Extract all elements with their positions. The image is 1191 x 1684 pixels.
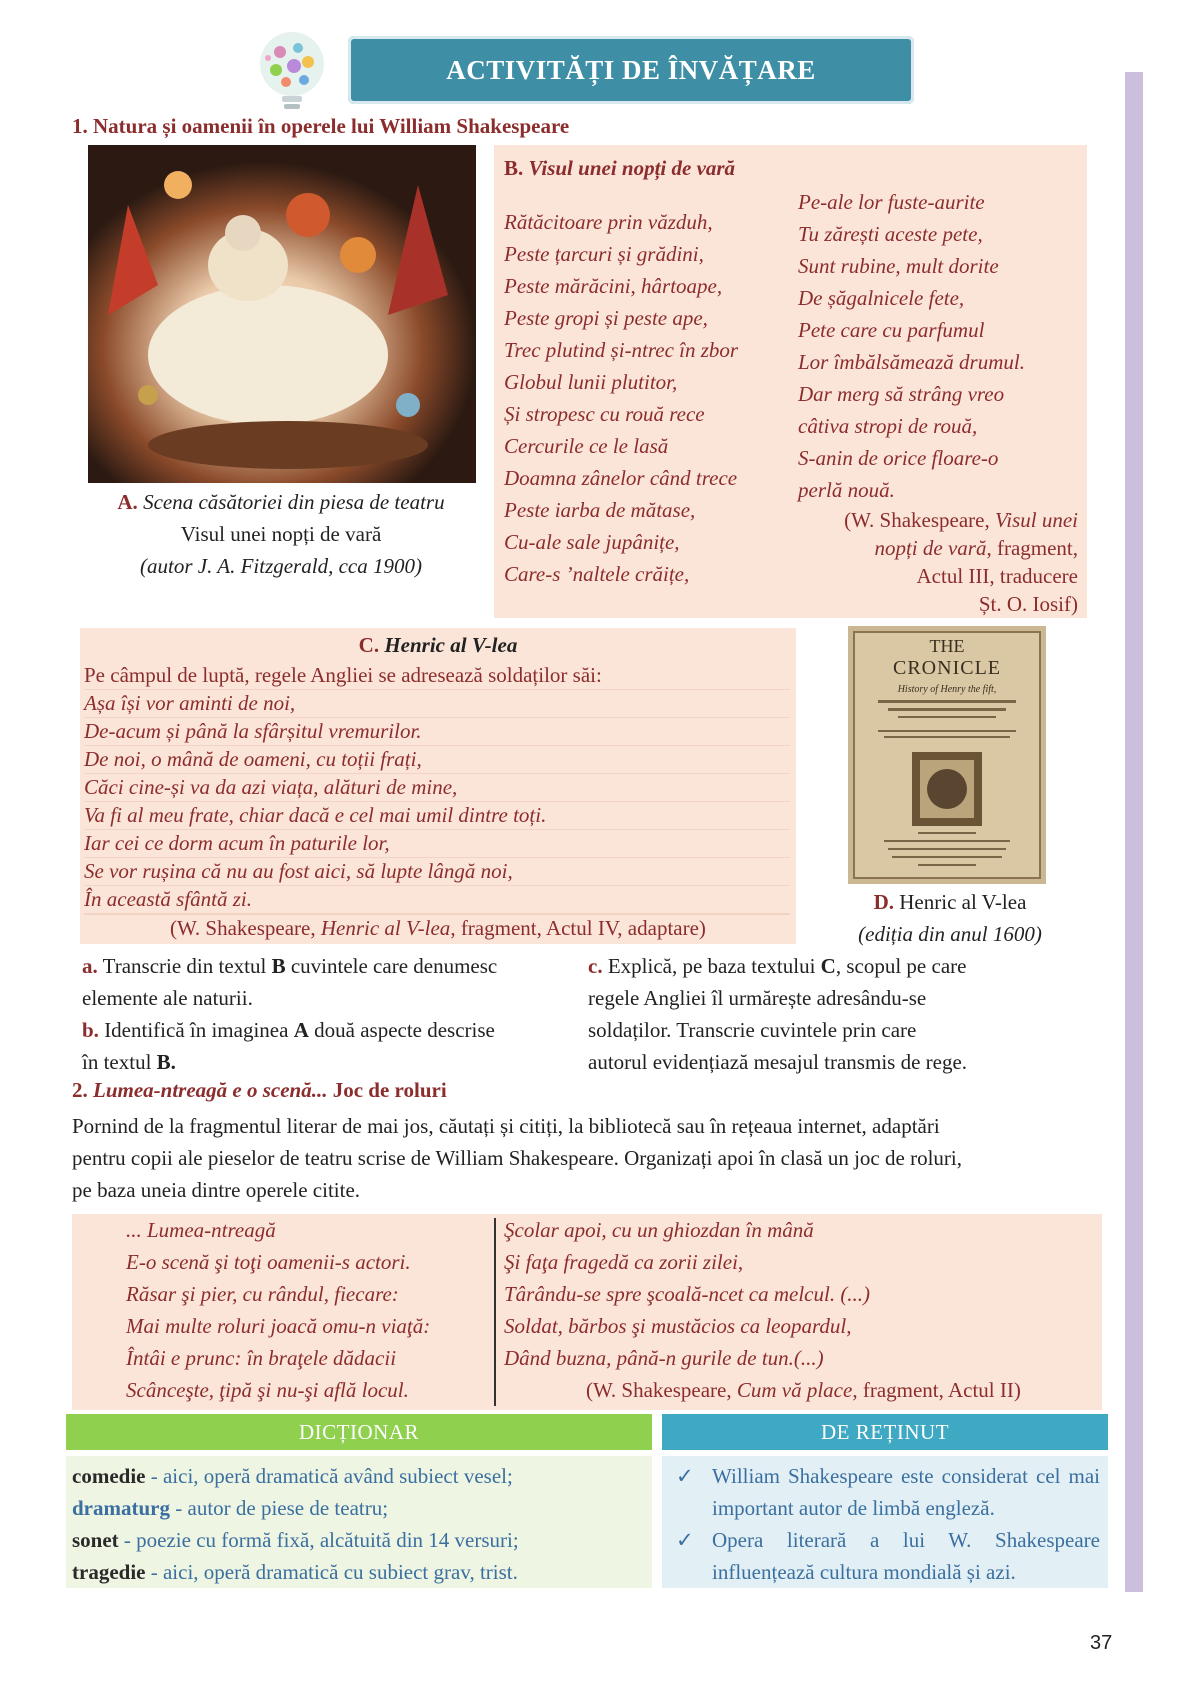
dictionary-term: tragedie bbox=[72, 1560, 146, 1584]
side-decoration-bar bbox=[1125, 72, 1143, 1592]
task-a-text2: cuvintele care denumesc bbox=[285, 954, 498, 978]
poem-line: S-anin de orice floare-o bbox=[798, 446, 999, 470]
text-b-source-title1: Visul unei bbox=[994, 508, 1078, 532]
text-c-lines bbox=[84, 690, 790, 915]
caption-d-letter: D. bbox=[873, 890, 895, 914]
text-b-title bbox=[504, 156, 735, 181]
remember-body bbox=[662, 1456, 1108, 1588]
book-cover-image bbox=[848, 626, 1046, 884]
speech-line: De noi, o mână de oameni, cu toții frați, bbox=[84, 746, 790, 774]
dictionary-entry bbox=[72, 1524, 652, 1556]
remember-item bbox=[676, 1460, 1100, 1524]
page-number: 37 bbox=[1090, 1632, 1113, 1654]
section-1-title: 1. Natura și oamenii în operele lui William Shakespeare bbox=[72, 114, 570, 138]
poem-line: Peste gropi și peste ape, bbox=[504, 306, 708, 330]
text-b-source-open: (W. Shakespeare, bbox=[844, 508, 995, 532]
dictionary-entry bbox=[72, 1460, 652, 1492]
speech-line: Se vor rușina că nu au fost aici, să lupte lângă noi, bbox=[84, 858, 790, 886]
poem-line: Dar merg să strâng vreo bbox=[798, 382, 1005, 406]
poem-line: Lor îmbălsămează drumul. bbox=[798, 350, 1025, 374]
speech-line: Va fi al meu frate, chiar dacă e cel mai umil dintre toți. bbox=[84, 802, 790, 830]
text-c-source-open: (W. Shakespeare, bbox=[170, 916, 321, 940]
poem-line: Cu-ale sale jupânițe, bbox=[504, 530, 680, 554]
text-b-source-title2: nopți de vară bbox=[874, 536, 987, 560]
book-title-line1: THE bbox=[929, 636, 965, 656]
poem-line: Cercurile ce le lasă bbox=[504, 434, 669, 458]
dictionary-term: dramaturg bbox=[72, 1496, 170, 1520]
text-c-title-text: Henric al V-lea bbox=[384, 633, 518, 657]
quote-line: Târându-se spre şcoală-ncet ca melcul. (...) bbox=[504, 1282, 871, 1306]
text-b-source-line3: Actul III, traducere bbox=[916, 564, 1078, 588]
section-2-title-italic: Lumea-ntreagă e o scenă... bbox=[93, 1078, 328, 1102]
poem-line: Peste țarcuri și grădini, bbox=[504, 242, 704, 266]
text-b-source bbox=[798, 506, 1078, 618]
poem-line: Care-s ’naltele crăițe, bbox=[504, 562, 690, 586]
poem-line: De șăgalnicele fete, bbox=[798, 286, 965, 310]
text-b-source-rest: , fragment, bbox=[986, 536, 1078, 560]
text-c-source-rest: , fragment, Actul IV, adaptare) bbox=[450, 916, 706, 940]
task-b-letter: b. bbox=[82, 1018, 99, 1042]
dictionary-body bbox=[66, 1456, 652, 1588]
image-a-caption bbox=[60, 486, 502, 582]
dictionary-header: DICȚIONAR bbox=[66, 1414, 652, 1450]
quote-line: Răsar şi pier, cu rândul, fiecare: bbox=[126, 1282, 399, 1306]
book-title-line2: CRONICLE bbox=[893, 657, 1001, 679]
text-c-source bbox=[170, 914, 706, 942]
poem-line: Doamna zânelor când trece bbox=[504, 466, 738, 490]
section-2-title-rest: Joc de roluri bbox=[327, 1078, 447, 1102]
quote-column-2 bbox=[504, 1214, 870, 1374]
dictionary-entry bbox=[72, 1492, 652, 1524]
poem-line: Pe-ale lor fuste-aurite bbox=[798, 190, 985, 214]
section-2-intro-line1: Pornind de la fragmentul literar de mai jos, căutați și citiți, la bibliotecă sau în rețeaua internet, adaptări bbox=[72, 1114, 940, 1138]
fairy-painting-image bbox=[88, 145, 476, 483]
task-a-letter: a. bbox=[82, 954, 98, 978]
poem-line: Sunt rubine, mult dorite bbox=[798, 254, 999, 278]
dictionary-definition: - autor de piese de teatru; bbox=[170, 1496, 389, 1520]
task-b-text3: în textul bbox=[82, 1050, 157, 1074]
task-c-text5: autorul evidențiază mesajul transmis de rege. bbox=[588, 1050, 968, 1074]
remember-header: DE REȚINUT bbox=[662, 1414, 1108, 1450]
text-c-intro: Pe câmpul de luptă, regele Angliei se adresează soldaților săi: bbox=[84, 662, 790, 690]
task-c-letter: c. bbox=[588, 954, 603, 978]
image-d-caption bbox=[820, 886, 1080, 950]
caption-a-line3: (autor J. A. Fitzgerald, cca 1900) bbox=[140, 554, 422, 578]
quote-source-rest: , fragment, Actul II) bbox=[852, 1378, 1021, 1402]
poem-line: Globul lunii plutitor, bbox=[504, 370, 678, 394]
dictionary-entry bbox=[72, 1556, 652, 1588]
task-a-text1: Transcrie din textul bbox=[97, 954, 272, 978]
lightbulb-icon bbox=[254, 30, 330, 114]
remember-text: William Shakespeare este considerat cel mai important autor de limbă engleză. bbox=[712, 1464, 1100, 1520]
quote-source bbox=[586, 1374, 1021, 1406]
dictionary-definition: - poezie cu formă fixă, alcătuită din 14 versuri; bbox=[118, 1528, 519, 1552]
quote-source-open: (W. Shakespeare, bbox=[586, 1378, 737, 1402]
task-c-text3: regele Angliei îl urmărește adresându-se bbox=[588, 986, 927, 1010]
quote-line: Dând buzna, până-n gurile de tun.(...) bbox=[504, 1346, 824, 1370]
task-c-text1: Explică, pe baza textului bbox=[602, 954, 821, 978]
task-b-bold2: B. bbox=[156, 1050, 176, 1074]
header-title: ACTIVITĂȚI DE ÎNVĂȚARE bbox=[348, 36, 914, 104]
task-c-text4: soldaților. Transcrie cuvintele prin care bbox=[588, 1018, 917, 1042]
text-c-letter: C. bbox=[358, 633, 380, 657]
quote-line: Scânceşte, ţipă şi nu-şi află locul. bbox=[126, 1378, 409, 1402]
text-b-letter: B. bbox=[504, 156, 524, 180]
section-2-number: 2. bbox=[72, 1078, 93, 1102]
quote-line: Întâi e prunc: în braţele dădacii bbox=[126, 1346, 397, 1370]
book-title-line3: History of Henry the fift, bbox=[897, 684, 997, 695]
text-c-body bbox=[84, 662, 790, 915]
caption-a-line1: Scena căsătoriei din piesa de teatru bbox=[143, 490, 445, 514]
task-b-bold1: A bbox=[293, 1018, 309, 1042]
task-c-text2: , scopul pe care bbox=[835, 954, 967, 978]
task-c bbox=[588, 950, 1108, 1078]
text-b-title-text: Visul unei nopți de vară bbox=[528, 156, 736, 180]
poem-line: Tu zărești aceste pete, bbox=[798, 222, 983, 246]
caption-d-line2: (ediția din anul 1600) bbox=[858, 922, 1042, 946]
poem-line: Peste mărăcini, hârtoape, bbox=[504, 274, 723, 298]
text-c-title bbox=[80, 630, 796, 660]
poem-line: Pete care cu parfumul bbox=[798, 318, 985, 342]
poem-line: Peste iarba de mătase, bbox=[504, 498, 696, 522]
speech-line: Iar cei ce dorm acum în paturile lor, bbox=[84, 830, 790, 858]
quote-line: Mai multe roluri joacă omu-n viaţă: bbox=[126, 1314, 431, 1338]
task-c-bold: C bbox=[820, 954, 836, 978]
quote-column-1 bbox=[126, 1214, 430, 1406]
speech-line: În această sfântă zi. bbox=[84, 886, 790, 914]
speech-line: Așa își vor aminti de noi, bbox=[84, 690, 790, 718]
dictionary-definition: - aici, operă dramatică având subiect vesel; bbox=[145, 1464, 513, 1488]
dictionary-definition: - aici, operă dramatică cu subiect grav, trist. bbox=[145, 1560, 518, 1584]
dictionary-term: comedie bbox=[72, 1464, 146, 1488]
text-c-source-title: Henric al V-lea bbox=[320, 916, 451, 940]
speech-line: Căci cine-și va da azi viața, alături de mine, bbox=[84, 774, 790, 802]
speech-line: De-acum și până la sfârșitul vremurilor. bbox=[84, 718, 790, 746]
task-b-text2: două aspecte descrise bbox=[308, 1018, 495, 1042]
checkmark-icon: ✓ bbox=[676, 1528, 694, 1552]
poem-line: Trec plutind și-ntrec în zbor bbox=[504, 338, 739, 362]
task-a-text3: elemente ale naturii. bbox=[82, 986, 253, 1010]
quote-line: E-o scenă şi toţi oamenii-s actori. bbox=[126, 1250, 411, 1274]
poem-line: perlă nouă. bbox=[798, 478, 895, 502]
checkmark-icon: ✓ bbox=[676, 1464, 694, 1488]
caption-a-line2: Visul unei nopți de vară bbox=[180, 522, 382, 546]
quote-divider bbox=[494, 1218, 496, 1406]
text-b-column-1 bbox=[504, 206, 738, 590]
remember-item bbox=[676, 1524, 1100, 1588]
task-a-bold: B bbox=[271, 954, 286, 978]
poem-line: câtiva stropi de rouă, bbox=[798, 414, 978, 438]
section-2-title bbox=[72, 1078, 447, 1103]
section-2-intro-line3: pe baza uneia dintre operele citite. bbox=[72, 1178, 361, 1202]
quote-line: Şi faţa fragedă ca zorii zilei, bbox=[504, 1250, 744, 1274]
quote-line: Soldat, bărbos şi mustăcios ca leopardul, bbox=[504, 1314, 852, 1338]
quote-source-title: Cum vă place bbox=[736, 1378, 853, 1402]
caption-a-letter: A. bbox=[117, 490, 138, 514]
caption-d-line1: Henric al V-lea bbox=[899, 890, 1027, 914]
text-b-source-line4: Șt. O. Iosif) bbox=[978, 592, 1078, 616]
dictionary-term: sonet bbox=[72, 1528, 119, 1552]
quote-line: Şcolar apoi, cu un ghiozdan în mână bbox=[504, 1218, 814, 1242]
section-2-intro bbox=[72, 1110, 1112, 1206]
quote-line: ... Lumea-ntreagă bbox=[126, 1218, 276, 1242]
section-2-intro-line2: pentru copii ale pieselor de teatru scrise de William Shakespeare. Organizați apoi în clasă un joc de roluri, bbox=[72, 1146, 962, 1170]
poem-line: Și stropesc cu rouă rece bbox=[504, 402, 705, 426]
task-b-text1: Identifică în imaginea bbox=[98, 1018, 294, 1042]
text-b-column-2 bbox=[798, 186, 1025, 506]
tasks-a-b bbox=[82, 950, 572, 1078]
remember-text: Opera literară a lui W. Shakespeare influențează cultura mondială și azi. bbox=[712, 1528, 1100, 1584]
poem-line: Rătăcitoare prin văzduh, bbox=[504, 210, 713, 234]
